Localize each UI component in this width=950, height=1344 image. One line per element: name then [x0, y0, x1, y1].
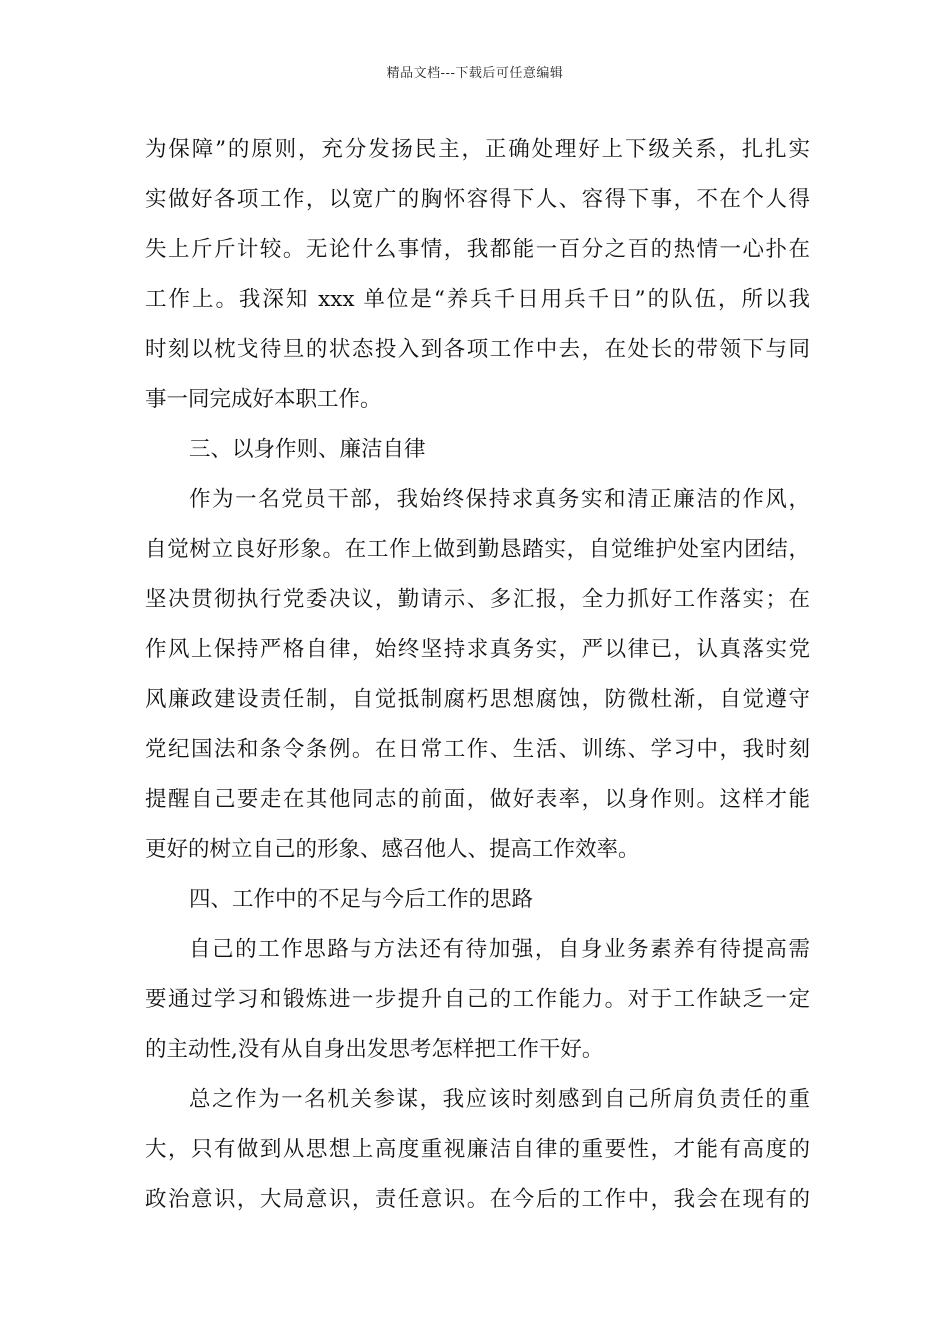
- text-line: 作为一名党员干部，我始终保持求真务实和清正廉洁的作风，: [189, 487, 810, 512]
- text-line: 党纪国法和条令条例。在日常工作、生活、训练、学习中，我时刻: [145, 737, 810, 762]
- text-line: 事一同完成好本职工作。: [145, 387, 382, 412]
- text-line: 总之作为一名机关参谋，我应该时刻感到自己所肩负责任的重: [189, 1087, 810, 1112]
- page-header: 精品文档---下载后可任意编辑: [386, 66, 564, 81]
- text-line: 风廉政建设责任制，自觉抵制腐朽思想腐蚀，防微杜渐，自觉遵守: [145, 687, 810, 712]
- document-body: [145, 125, 810, 1225]
- text-line: 为保障”的原则，充分发扬民主，正确处理好上下级关系，扎扎实: [145, 137, 810, 162]
- text-line: 时刻以枕戈待旦的状态投入到各项工作中去，在处长的带领下与同: [145, 337, 810, 362]
- section-heading: 三、以身作则、廉洁自律: [189, 437, 426, 462]
- text-line: 更好的树立自己的形象、感召他人、提高工作效率。: [145, 837, 640, 862]
- text-line: 大，只有做到从思想上高度重视廉洁自律的重要性，才能有高度的: [145, 1137, 810, 1162]
- text-line: 提醒自己要走在其他同志的前面，做好表率，以身作则。这样才能: [145, 787, 810, 812]
- section-heading: 四、工作中的不足与今后工作的思路: [189, 887, 534, 912]
- text-line: 坚决贯彻执行党委决议，勤请示、多汇报，全力抓好工作落实；在: [145, 587, 810, 612]
- text-line: 自己的工作思路与方法还有待加强，自身业务素养有待提高需: [189, 937, 810, 962]
- text-line: 政治意识，大局意识，责任意识。在今后的工作中，我会在现有的: [145, 1187, 810, 1212]
- text-line: 失上斤斤计较。无论什么事情，我都能一百分之百的热情一心扑在: [145, 237, 810, 262]
- text-line: 实做好各项工作，以宽广的胸怀容得下人、容得下事，不在个人得: [145, 187, 810, 212]
- text-line: 作风上保持严格自律，始终坚持求真务实，严以律已，认真落实党: [145, 637, 810, 662]
- text-line: 工作上。我深知 xxx 单位是“养兵千日用兵千日”的队伍，所以我: [145, 287, 810, 312]
- text-line: 自觉树立良好形象。在工作上做到勤恳踏实，自觉维护处室内团结，: [145, 537, 810, 562]
- text-line: 要通过学习和锻炼进一步提升自己的工作能力。对于工作缺乏一定: [145, 987, 810, 1012]
- text-line: 的主动性,没有从自身出发思考怎样把工作干好。: [145, 1037, 604, 1062]
